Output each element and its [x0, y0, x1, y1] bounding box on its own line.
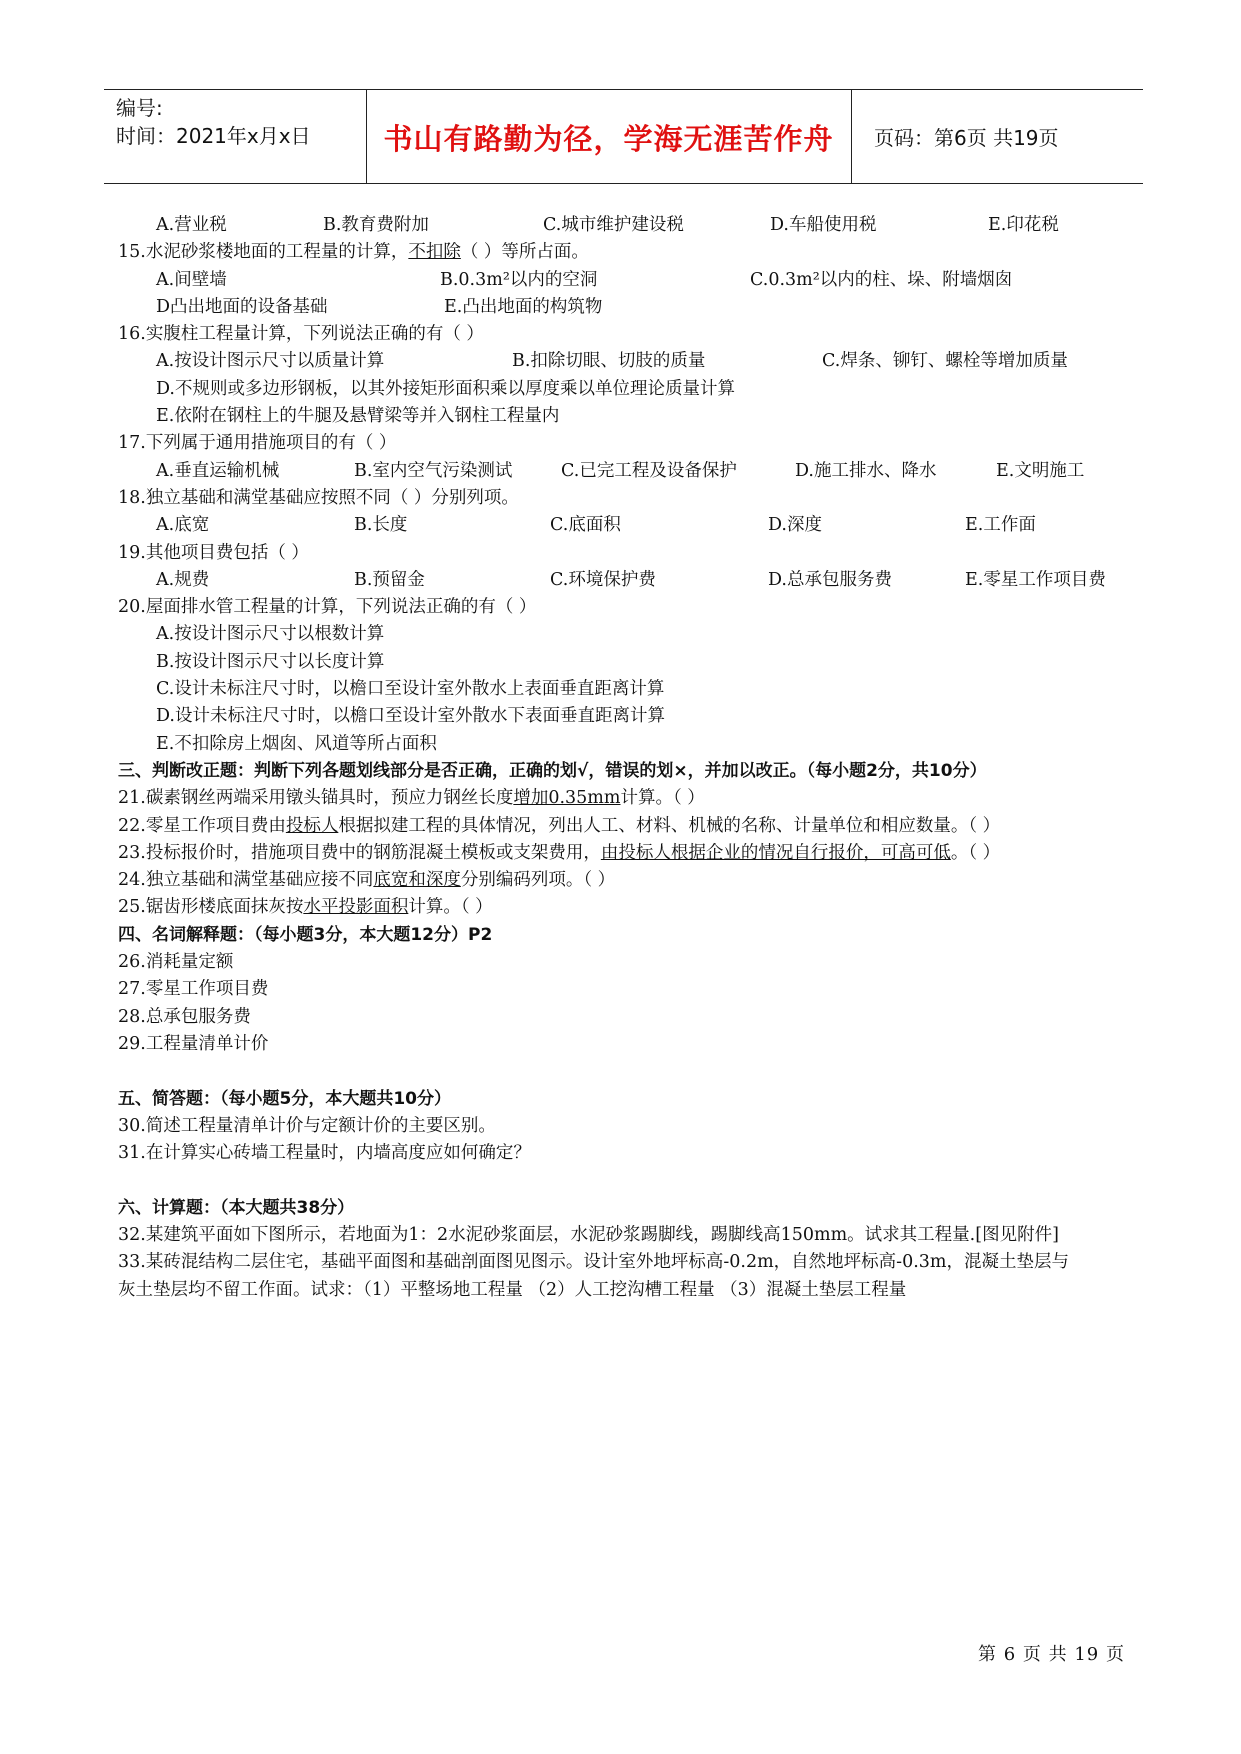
option: A.垂直运输机械: [156, 460, 280, 481]
option: A.规费: [156, 569, 210, 590]
section-heading: 四、名词解释题：（每小题3分，本大题12分）P2: [118, 924, 493, 945]
option: C.焊条、铆钉、螺栓等增加质量: [822, 351, 1068, 372]
question-20: 20.屋面排水管工程量的计算，下列说法正确的有（ ）: [118, 597, 537, 618]
question-18: 18.独立基础和满堂基础应按照不同（ ）分别列项。: [118, 487, 519, 508]
option: D.设计未标注尺寸时，以檐口至设计室外散水下表面垂直距离计算: [156, 706, 665, 727]
question-25: 25.锯齿形楼底面抹灰按水平投影面积计算。（ ）: [118, 897, 493, 918]
option: C.环境保护费: [550, 569, 656, 590]
option: B.长度: [354, 515, 408, 536]
q14-options: [118, 212, 1138, 239]
option: E.依附在钢柱上的牛腿及悬臂梁等并入钢柱工程量内: [156, 406, 560, 427]
q15-options-row2: [118, 294, 1138, 321]
list-item: 27.零星工作项目费: [118, 979, 269, 1000]
option: A.底宽: [156, 515, 210, 536]
question-15: 15.水泥砂浆楼地面的工程量的计算，不扣除（ ）等所占面。: [118, 242, 589, 263]
option: A.按设计图示尺寸以根数计算: [156, 624, 385, 645]
option: C.设计未标注尺寸时，以檐口至设计室外散水上表面垂直距离计算: [156, 679, 665, 700]
section-heading: 三、判断改正题：判断下列各题划线部分是否正确，正确的划√，错误的划×，并加以改正。（每小题2分，共10分）: [118, 760, 987, 781]
underlined-text: 水平投影面积: [303, 897, 409, 918]
option: E.工作面: [965, 515, 1036, 536]
underlined-text: 投标人: [285, 815, 339, 836]
q18-options: [118, 512, 1138, 539]
header-motto: 书山有路勤为径，学海无涯苦作舟: [383, 122, 834, 156]
option: E.零星工作项目费: [965, 569, 1106, 590]
option: B.按设计图示尺寸以长度计算: [156, 651, 385, 672]
question-22: 22.零星工作项目费由投标人根据拟建工程的具体情况，列出人工、材料、机械的名称、计量单位和相应数量。（ ）: [118, 815, 1001, 836]
option: D.车船使用税: [770, 215, 877, 235]
q19-options: [118, 567, 1138, 594]
option: C.底面积: [550, 515, 621, 536]
option: E.凸出地面的构筑物: [444, 296, 603, 317]
question-33: 33.某砖混结构二层住宅，基础平面图和基础剖面图见图示。设计室外地坪标高-0.2m，自然地坪标高-0.3m，混凝土垫层与: [118, 1252, 1070, 1273]
list-item: 30.简述工程量清单计价与定额计价的主要区别。: [118, 1115, 496, 1136]
option: A.营业税: [156, 215, 227, 235]
option: B.预留金: [354, 569, 425, 590]
question-17: 17.下列属于通用措施项目的有（ ）: [118, 433, 397, 454]
list-item: 26.消耗量定额: [118, 952, 234, 973]
list-item: 29.工程量清单计价: [118, 1033, 269, 1054]
page-footer: 第 6 页 共 19 页: [978, 1644, 1125, 1665]
question-23: 23.投标报价时，措施项目费中的钢筋混凝土模板或支架费用，由投标人根据企业的情况自行报价，可高可低。（ ）: [118, 842, 1001, 863]
question-16: 16.实腹柱工程量计算，下列说法正确的有（ ）: [118, 324, 484, 345]
option: A.间壁墙: [156, 269, 227, 290]
page-header: [104, 89, 1143, 184]
option: D.深度: [768, 515, 822, 536]
option: D.施工排水、降水: [795, 460, 937, 481]
q15-options-row1: [118, 267, 1138, 294]
question-19: 19.其他项目费包括（ ）: [118, 542, 309, 563]
underlined-text: 增加0.35mm: [513, 788, 621, 809]
header-meta: [116, 94, 311, 150]
option: E.文明施工: [996, 460, 1085, 481]
header-divider: [851, 90, 852, 183]
option: B.教育费附加: [323, 215, 429, 235]
document-body: [118, 212, 1138, 1304]
header-page-number: 页码：第6页 共19页: [874, 126, 1059, 150]
underlined-text: 不扣除: [408, 242, 461, 263]
option: E.印花税: [988, 215, 1059, 235]
list-item: 31.在计算实心砖墙工程量时，内墙高度应如何确定？: [118, 1143, 531, 1164]
option: B.扣除切眼、切肢的质量: [512, 351, 706, 372]
option: B.室内空气污染测试: [354, 460, 513, 481]
option: C.已完工程及设备保护: [561, 460, 737, 481]
doc-code-label: 编号:: [116, 96, 163, 120]
list-item: 28.总承包服务费: [118, 1006, 251, 1027]
option: C.城市维护建设税: [543, 215, 684, 235]
q17-options: [118, 458, 1138, 485]
option: B.0.3m²以内的空洞: [440, 269, 598, 290]
underlined-text: 底宽和深度: [373, 870, 461, 891]
question-32: 32.某建筑平面如下图所示，若地面为1：2水泥砂浆面层，水泥砂浆踢脚线，踢脚线高150mm。试求其工程量.[图见附件]: [118, 1224, 1059, 1245]
question-24: 24.独立基础和满堂基础应接不同底宽和深度分别编码列项。（ ）: [118, 870, 616, 891]
option: D凸出地面的设备基础: [156, 296, 328, 317]
option: A.按设计图示尺寸以质量计算: [156, 351, 385, 372]
option: C.0.3m²以内的柱、垛、附墙烟囱: [750, 269, 1013, 290]
option: D.不规则或多边形钢板，以其外接矩形面积乘以厚度乘以单位理论质量计算: [156, 378, 735, 399]
doc-time-label: 时间：2021年x月x日: [116, 124, 311, 148]
question-33-continued: 灰土垫层均不留工作面。试求：（1）平整场地工程量 （2）人工挖沟槽工程量 （3）混凝土垫层工程量: [118, 1279, 907, 1300]
section-heading: 五、简答题：（每小题5分，本大题共10分）: [118, 1088, 451, 1109]
question-21: 21.碳素钢丝两端采用镦头锚具时，预应力钢丝长度增加0.35mm计算。（ ）: [118, 788, 705, 809]
q16-options-row1: [118, 348, 1138, 375]
option: D.总承包服务费: [768, 569, 892, 590]
option: E.不扣除房上烟囱、风道等所占面积: [156, 733, 437, 754]
section-heading: 六、计算题：（本大题共38分）: [118, 1197, 355, 1218]
underlined-text: 由投标人根据企业的情况自行报价，可高可低: [600, 842, 951, 863]
